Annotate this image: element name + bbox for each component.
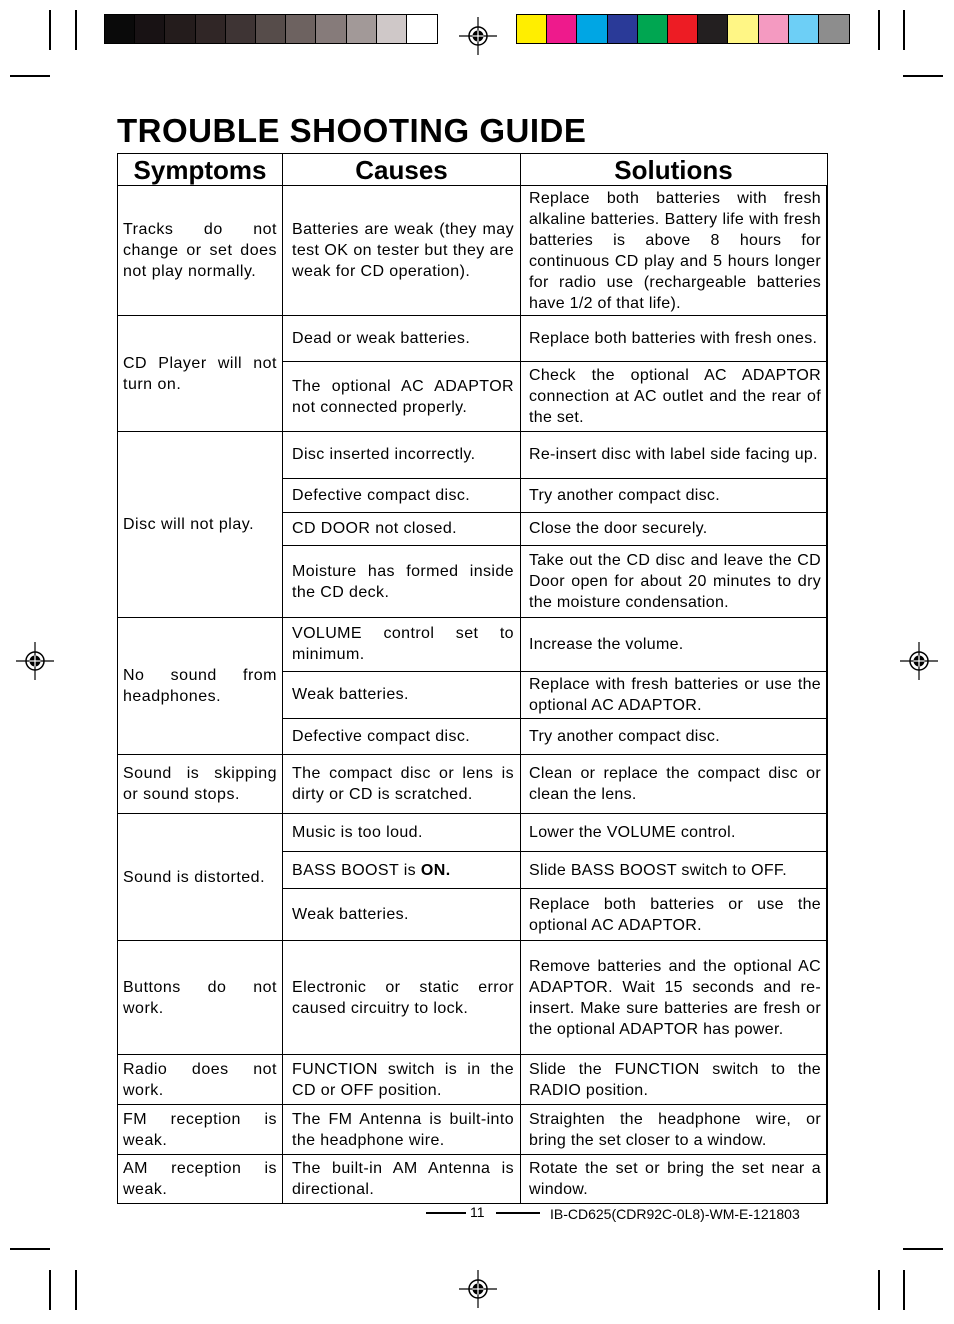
symptom-cell <box>118 1155 283 1203</box>
cause-text <box>292 977 514 1019</box>
symptom-cell <box>118 1105 283 1154</box>
cause-solution-row <box>283 186 826 315</box>
symptom-text: Radio does not work. <box>123 1060 277 1099</box>
cause-text <box>292 444 514 465</box>
crop-mark <box>878 1270 880 1310</box>
solution-cell <box>521 1105 826 1154</box>
solution-text: Check the optional AC ADAPTOR connection at AC outlet and the rear of the set. <box>529 367 821 427</box>
cause-solution-row <box>283 755 826 813</box>
symptom-group <box>117 1105 828 1155</box>
cause-cell <box>283 513 521 546</box>
cause-cell <box>283 618 521 671</box>
cause-solution-row <box>283 545 826 617</box>
header-solutions: Solutions <box>614 155 733 185</box>
cause-text-main: Electronic or static error caused circuitry to lock. <box>292 978 514 1017</box>
cause-text-main: Batteries are weak (they may test OK on tester but they are weak for CD operation). <box>292 221 514 280</box>
symptom-cell <box>118 618 283 754</box>
solution-cell <box>521 479 826 512</box>
cause-cell <box>283 1155 521 1203</box>
cause-solution-row <box>283 432 826 478</box>
symptom-group <box>117 432 828 618</box>
solution-text: Slide BASS BOOST switch to OFF. <box>529 861 787 879</box>
color-swatch <box>698 15 728 43</box>
cause-solution-list <box>283 941 826 1054</box>
cause-text-main: The optional AC ADAPTOR not connected properly. <box>292 377 514 416</box>
cause-solution-row <box>283 1105 826 1154</box>
symptom-text: No sound from headphones. <box>123 667 277 705</box>
symptom-group <box>117 316 828 432</box>
cause-cell <box>283 814 521 851</box>
header-causes: Causes <box>283 154 521 185</box>
symptom-cell <box>118 432 283 617</box>
symptom-group <box>117 814 828 941</box>
symptom-group <box>117 186 828 316</box>
cause-text <box>292 219 514 282</box>
cause-text <box>292 485 514 506</box>
symptom-text: AM reception is weak. <box>123 1160 277 1198</box>
registration-mark-icon <box>900 642 938 680</box>
symptom-text: Sound is distorted. <box>123 868 266 886</box>
solution-cell <box>521 432 826 478</box>
solution-text: Replace both batteries or use the optional AC ADAPTOR. <box>529 895 821 934</box>
solution-cell <box>521 672 826 719</box>
cause-text <box>292 623 514 665</box>
cause-solution-row <box>283 478 826 512</box>
symptom-cell <box>118 1055 283 1104</box>
page-title: TROUBLE SHOOTING GUIDE <box>117 112 587 149</box>
cause-text-main: Moisture has formed inside the CD deck. <box>292 562 514 601</box>
cause-cell <box>283 672 521 719</box>
solution-cell <box>521 755 826 813</box>
cause-solution-row <box>283 888 826 940</box>
solution-text: Clean or replace the compact disc or clean the lens. <box>529 765 821 803</box>
crop-mark <box>10 75 50 77</box>
solution-cell <box>521 1155 826 1203</box>
cause-text-main: VOLUME control set to minimum. <box>292 625 514 664</box>
cause-text-main: Defective compact disc. <box>292 486 471 504</box>
symptom-group <box>117 755 828 814</box>
table-body <box>117 186 828 1204</box>
color-swatch <box>196 15 226 43</box>
color-swatch <box>316 15 346 43</box>
solution-text: Close the door securely. <box>529 520 708 538</box>
color-swatch <box>789 15 819 43</box>
cause-text-main: Weak batteries. <box>292 906 409 923</box>
symptom-text: CD Player will not turn on. <box>123 354 277 393</box>
cause-text <box>292 763 514 805</box>
symptom-cell <box>118 186 283 315</box>
symptom-cell <box>118 941 283 1054</box>
cause-solution-row <box>283 718 826 754</box>
solution-cell <box>521 1055 826 1104</box>
solution-cell <box>521 618 826 671</box>
solution-cell <box>521 941 826 1054</box>
grayscale-color-bar <box>104 14 438 44</box>
cause-text-main: Music is too loud. <box>292 824 423 841</box>
symptom-text: Sound is skipping or sound stops. <box>123 765 277 803</box>
footer-rule <box>496 1212 540 1214</box>
cause-text-main: FUNCTION switch is in the CD or OFF position. <box>292 1060 514 1099</box>
cause-cell <box>283 432 521 478</box>
solution-text: Re-insert disc with label side facing up. <box>529 446 818 464</box>
cause-solution-row <box>283 814 826 851</box>
cause-cell <box>283 719 521 754</box>
solution-cell <box>521 889 826 940</box>
document-code: IB-CD625(CDR92C-0L8)-WM-E-121803 <box>550 1206 800 1222</box>
cause-text <box>292 684 514 705</box>
solution-text: Lower the VOLUME control. <box>529 824 736 841</box>
cause-solution-row <box>283 512 826 546</box>
table-header <box>117 153 828 186</box>
cause-solution-list <box>283 1155 826 1203</box>
cause-solution-list <box>283 186 826 315</box>
color-swatch <box>608 15 638 43</box>
solution-text: Replace both batteries with fresh alkaline batteries. Battery life with fresh batteries is above 8 hours for continuous CD play and 5 hours longer for radio use (rechargeable batteries have 1/2 of that life). <box>529 189 821 312</box>
cause-cell <box>283 1105 521 1154</box>
symptom-text: FM reception is weak. <box>123 1110 277 1149</box>
crop-mark <box>49 10 51 50</box>
symptom-group <box>117 941 828 1055</box>
registration-mark-icon <box>459 17 497 55</box>
cause-cell <box>283 852 521 888</box>
cause-cell <box>283 889 521 940</box>
color-swatch <box>759 15 789 43</box>
symptom-cell <box>118 814 283 940</box>
solution-cell <box>521 719 826 754</box>
cause-text-main: Dead or weak batteries. <box>292 330 471 348</box>
solution-text: Replace both batteries with fresh ones. <box>529 330 818 348</box>
cause-text <box>292 518 514 539</box>
solution-cell <box>521 513 826 546</box>
solution-cell <box>521 362 826 431</box>
cause-solution-list <box>283 1105 826 1154</box>
crop-mark <box>903 10 905 50</box>
solution-text: Try another compact disc. <box>529 728 720 746</box>
color-swatch <box>256 15 286 43</box>
cause-text-main: The built-in AM Antenna is directional. <box>292 1160 514 1198</box>
solution-text: Slide the FUNCTION switch to the RADIO position. <box>529 1060 821 1099</box>
cause-cell <box>283 1055 521 1104</box>
cause-text-main: The compact disc or lens is dirty or CD is scratched. <box>292 765 514 803</box>
symptom-cell <box>118 316 283 431</box>
registration-mark-icon <box>459 1270 497 1308</box>
color-swatch <box>286 15 316 43</box>
cause-text <box>292 376 514 418</box>
symptom-cell <box>118 755 283 813</box>
cause-solution-row <box>283 941 826 1054</box>
solution-cell <box>521 316 826 361</box>
cause-text <box>292 561 514 603</box>
solution-text: Take out the CD disc and leave the CD Door open for about 20 minutes to dry the moisture condensation. <box>529 552 821 612</box>
cause-text <box>292 328 514 349</box>
solution-text: Replace with fresh batteries or use the optional AC ADAPTOR. <box>529 675 821 714</box>
solution-text: Increase the volume. <box>529 635 684 653</box>
cause-solution-row <box>283 618 826 671</box>
crop-mark <box>75 1270 77 1310</box>
crop-mark <box>75 10 77 50</box>
cause-cell <box>283 546 521 617</box>
symptom-text: Disc will not play. <box>123 516 255 533</box>
solution-text: Remove batteries and the optional AC ADAPTOR. Wait 15 seconds and re-insert. Make sure batteries are fresh or the optional ADAPTOR has power. <box>529 957 821 1038</box>
crop-mark <box>878 10 880 50</box>
color-swatch <box>638 15 668 43</box>
crop-mark <box>49 1270 51 1310</box>
cause-text <box>292 904 514 925</box>
solution-cell <box>521 814 826 851</box>
cause-cell <box>283 316 521 361</box>
cause-solution-list <box>283 316 826 431</box>
header-symptoms: Symptoms <box>118 154 283 185</box>
cause-text-main: Disc inserted incorrectly. <box>292 446 476 464</box>
color-swatch <box>668 15 698 43</box>
registration-mark-icon <box>16 642 54 680</box>
footer-rule <box>426 1212 466 1214</box>
cause-cell <box>283 186 521 315</box>
crop-mark <box>903 1270 905 1310</box>
page-number: 11 <box>470 1204 485 1220</box>
color-swatch <box>577 15 607 43</box>
cause-solution-row <box>283 851 826 888</box>
cause-solution-row <box>283 316 826 361</box>
color-swatch <box>819 15 849 43</box>
cause-solution-row <box>283 671 826 719</box>
symptom-group <box>117 618 828 755</box>
color-swatch <box>728 15 758 43</box>
cause-text <box>292 726 514 747</box>
solution-text: Rotate the set or bring the set near a window. <box>529 1160 821 1198</box>
cause-cell <box>283 941 521 1054</box>
cause-text-main: Weak batteries. <box>292 686 409 704</box>
solution-text: Try another compact disc. <box>529 486 720 504</box>
solution-text: Straighten the headphone wire, or bring the set closer to a window. <box>529 1110 821 1149</box>
cause-text-main: BASS BOOST is <box>292 861 417 879</box>
cause-solution-list <box>283 755 826 813</box>
symptom-group <box>117 1155 828 1204</box>
cause-text-main: CD DOOR not closed. <box>292 520 457 538</box>
solution-cell <box>521 546 826 617</box>
cause-solution-row <box>283 1055 826 1104</box>
crop-mark <box>903 1248 943 1250</box>
trouble-shooting-table <box>117 153 828 1204</box>
crop-mark <box>10 1248 50 1250</box>
cause-text <box>292 1059 514 1101</box>
cause-solution-list <box>283 432 826 617</box>
color-swatch <box>377 15 407 43</box>
cause-solution-list <box>283 1055 826 1104</box>
cause-text <box>292 1109 514 1151</box>
cause-cell <box>283 362 521 431</box>
color-swatch <box>165 15 195 43</box>
color-swatch <box>547 15 577 43</box>
symptom-text: Buttons do not work. <box>123 978 277 1017</box>
cause-text-main: The FM Antenna is built-into the headphone wire. <box>292 1110 514 1149</box>
color-swatch <box>407 15 437 43</box>
cause-solution-list <box>283 814 826 940</box>
cause-text-bold: ON. <box>420 861 451 879</box>
cause-text <box>292 822 514 843</box>
color-swatch <box>105 15 135 43</box>
cause-solution-row <box>283 1155 826 1203</box>
cause-text-main: Defective compact disc. <box>292 728 471 746</box>
process-color-bar <box>516 14 850 44</box>
symptom-group <box>117 1055 828 1105</box>
symptom-text: Tracks do not change or set does not play normally. <box>123 221 277 280</box>
cause-text <box>292 860 514 881</box>
solution-cell <box>521 186 826 315</box>
color-swatch <box>135 15 165 43</box>
cause-cell <box>283 479 521 512</box>
crop-mark <box>903 75 943 77</box>
cause-solution-row <box>283 361 826 431</box>
color-swatch <box>226 15 256 43</box>
cause-text <box>292 1158 514 1200</box>
color-swatch <box>347 15 377 43</box>
cause-cell <box>283 755 521 813</box>
color-swatch <box>517 15 547 43</box>
cause-solution-list <box>283 618 826 754</box>
solution-cell <box>521 852 826 888</box>
